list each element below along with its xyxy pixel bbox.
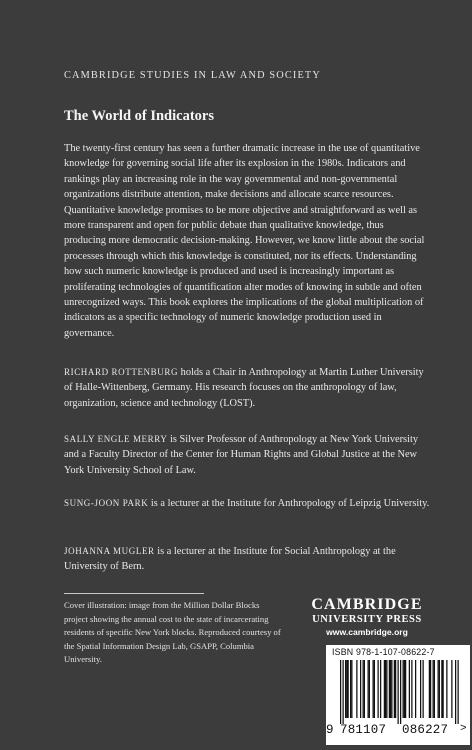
barcode-bar <box>373 660 374 718</box>
barcode-bar <box>374 660 375 718</box>
barcode-bar <box>429 660 430 718</box>
barcode-bar <box>430 660 431 718</box>
isbn-barcode <box>326 645 470 745</box>
barcode-bar <box>439 660 440 718</box>
barcode-bar <box>441 660 442 718</box>
barcode-bar <box>386 660 387 718</box>
barcode-bar <box>433 660 434 718</box>
barcode-bar <box>360 660 361 718</box>
barcode-bar <box>390 660 391 718</box>
publisher-logo <box>300 596 470 638</box>
barcode-bar <box>346 660 347 718</box>
author-bio-text: is a lecturer at the Institute for Anthropology of Leipzig University. <box>148 498 430 509</box>
author-bio-rottenburg <box>64 365 434 411</box>
divider <box>64 593 204 594</box>
author-bio-text: is a lecturer at the Institute for Social Anthropology at the University of Bern. <box>64 546 396 573</box>
barcode-bar <box>345 660 346 718</box>
barcode-bar <box>423 660 424 718</box>
barcode-bar <box>455 660 456 724</box>
author-bio-park <box>64 496 434 511</box>
book-title: The World of Indicators <box>64 108 214 124</box>
barcode-digit-group-right: 086227 <box>402 723 449 737</box>
barcode-bars <box>330 660 466 724</box>
barcode-bar <box>340 660 341 724</box>
barcode-bar <box>434 660 435 718</box>
barcode-bar <box>394 660 395 718</box>
barcode-bar <box>343 660 344 724</box>
barcode-digit-group-left: 781107 <box>340 723 387 737</box>
barcode-quiet-zone-marker: > <box>460 723 467 735</box>
barcode-bar <box>400 660 401 724</box>
author-bio-merry <box>64 432 434 478</box>
author-bio-text: holds a Chair in Anthropology at Martin Luther University of Halle-Wittenberg, Germany. His research focuses on the anthropology of law, organization, science and technology (LOST). <box>64 367 424 409</box>
publisher-url: www.cambridge.org <box>326 627 408 637</box>
barcode-bar <box>363 660 364 718</box>
author-name: SALLY ENGLE MERRY <box>64 434 168 444</box>
barcode-bar <box>368 660 369 718</box>
barcode-bar <box>405 660 406 718</box>
author-bio-text: is Silver Professor of Anthropology at New York University and a Faculty Director of the Center for Human Rights and Global Justice at the New York University School of Law. <box>64 434 419 476</box>
barcode-bar <box>404 660 405 718</box>
barcode-bar <box>403 660 404 718</box>
author-name: RICHARD ROTTENBURG <box>64 367 179 377</box>
barcode-bar <box>364 660 365 718</box>
barcode-bar <box>458 660 459 724</box>
series-name: CAMBRIDGE STUDIES IN LAW AND SOCIETY <box>64 70 321 81</box>
publisher-press: UNIVERSITY PRESS <box>312 614 422 625</box>
barcode-bar <box>348 660 349 718</box>
author-bio-mugler <box>64 544 434 575</box>
book-description <box>64 141 428 341</box>
barcode-bar <box>350 660 351 718</box>
isbn-label: ISBN 978-1-107-08622-7 <box>332 647 435 657</box>
barcode-bar <box>391 660 392 718</box>
barcode-bar <box>451 660 452 718</box>
cover-illustration-credit: Cover illustration: image from the Million Dollar Blocks project showing the annual cost to the state of incarcerating residents of specific New York blocks. Reproduced courtesy of the Spatial Information Design Lab, GSAPP, Columbia University. <box>64 600 281 665</box>
barcode-digit-lead: 9 <box>326 723 334 737</box>
barcode-bar <box>415 660 416 718</box>
barcode-bar <box>409 660 410 718</box>
barcode-bar <box>443 660 444 718</box>
barcode-bar <box>389 660 390 718</box>
barcode-bar <box>351 660 352 718</box>
barcode-bar <box>438 660 439 718</box>
barcode-bar <box>356 660 357 718</box>
description-text: The twenty-first century has seen a further dramatic increase in the use of quantitative knowledge for governing social life after its explosion in the 1980s. Indicators and rankings play an increasing role in the way governmental and non-governmental organizations distribute attention, make decisions and allocate scarce resources. Quantitative knowledge promises to be more objective and straightforward as well as more transparent and open for public debate than qualitative knowledge, thus producing more democratic decision-making. However, we know little about the social processes through which this knowledge is constituted, nor its effects. Understanding how such numeric knowledge is produced and used is increasingly important as proliferating technologies of quantification alter modes of knowing in subtle and often unrecognized ways. This book explores the implications of the global multiplication of indicators as a specific technology of numeric knowledge production used in governance. <box>64 143 425 339</box>
publisher-name: CAMBRIDGE <box>311 596 423 613</box>
barcode-bar <box>380 660 381 718</box>
barcode-bar <box>411 660 412 718</box>
barcode-bar <box>398 660 399 724</box>
barcode-bar <box>378 660 379 718</box>
barcode-bar <box>446 660 447 718</box>
barcode-bar <box>369 660 370 718</box>
author-name: JOHANNA MUGLER <box>64 546 155 556</box>
barcode-bar <box>385 660 386 718</box>
barcode-bar <box>395 660 396 718</box>
author-name: SUNG-JOON PARK <box>64 498 149 508</box>
barcode-bar <box>420 660 421 718</box>
barcode-bar <box>384 660 385 718</box>
